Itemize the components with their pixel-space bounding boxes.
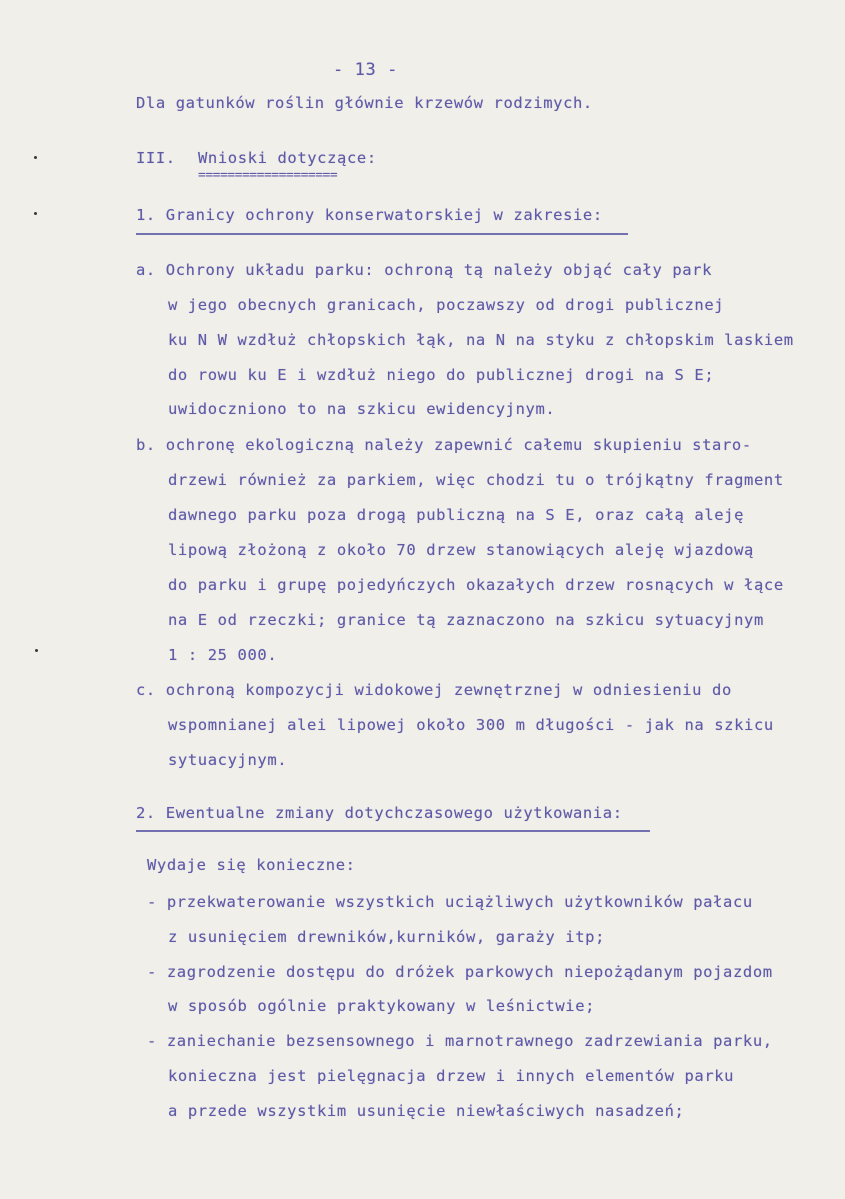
heading-2-underline (136, 830, 650, 832)
item-c-line: sytuacyjnym. (168, 751, 288, 769)
item-a-line: w jego obecnych granicach, poczawszy od drogi publicznej (168, 296, 725, 314)
bullet-line: konieczna jest pielęgnacja drzew i innych elementów parku (168, 1067, 735, 1085)
margin-speck (34, 156, 37, 159)
section-title: Wnioski dotyczące: (198, 149, 377, 167)
item-a-line: do rowu ku E i wzdłuż niego do publicznej drogi na S E; (168, 366, 715, 384)
item-b-line: drzewi również za parkiem, więc chodzi tu o trójkątny fragment (168, 471, 784, 489)
heading-1: 1. Granicy ochrony konserwatorskiej w zakresie: (136, 206, 603, 224)
section-title-double-underline: =================== (198, 168, 338, 183)
margin-speck (34, 212, 37, 215)
page-number: - 13 - (333, 60, 399, 80)
item-b-line: do parku i grupę pojedyńczych okazałych drzew rosnących w łące (168, 576, 784, 594)
item-a-line: uwidoczniono to na szkicu ewidencyjnym. (168, 400, 556, 418)
item-a-line: a. Ochrony układu parku: ochroną tą należy objąć cały park (136, 261, 713, 279)
bullet-line: w sposób ogólnie praktykowany w leśnictwie; (168, 997, 596, 1015)
bullet-line: - zaniechanie bezsensownego i marnotrawnego zadrzewiania parku, (147, 1032, 773, 1050)
item-b-line: lipową złożoną z około 70 drzew stanowiących aleję wjazdową (168, 541, 754, 559)
item-b-line: na E od rzeczki; granice tą zaznaczono na szkicu sytuacyjnym (168, 611, 764, 629)
item-b-line: b. ochronę ekologiczną należy zapewnić całemu skupieniu staro- (136, 436, 752, 454)
heading-1-underline (136, 233, 628, 235)
intro-2: Wydaje się konieczne: (147, 856, 356, 874)
bullet-line: a przede wszystkim usunięcie niewłaściwych nasadzeń; (168, 1102, 685, 1120)
margin-speck (35, 649, 38, 652)
item-c-line: wspomnianej alei lipowej około 300 m długości - jak na szkicu (168, 716, 774, 734)
item-b-line: 1 : 25 000. (168, 646, 278, 664)
heading-2: 2. Ewentualne zmiany dotychczasowego użytkowania: (136, 804, 623, 822)
item-c-line: c. ochroną kompozycji widokowej zewnętrznej w odniesieniu do (136, 681, 732, 699)
bullet-line: - zagrodzenie dostępu do dróżek parkowych niepożądanym pojazdom (147, 963, 773, 981)
item-b-line: dawnego parku poza drogą publiczną na S E, oraz całą aleję (168, 506, 745, 524)
section-numeral: III. (136, 149, 176, 167)
bullet-line: - przekwaterowanie wszystkich uciążliwych użytkowników pałacu (147, 893, 753, 911)
item-a-line: ku N W wzdłuż chłopskich łąk, na N na styku z chłopskim laskiem (168, 331, 794, 349)
intro-line: Dla gatunków roślin głównie krzewów rodzimych. (136, 94, 593, 112)
bullet-line: z usunięciem drewników,kurników, garaży itp; (168, 928, 605, 946)
